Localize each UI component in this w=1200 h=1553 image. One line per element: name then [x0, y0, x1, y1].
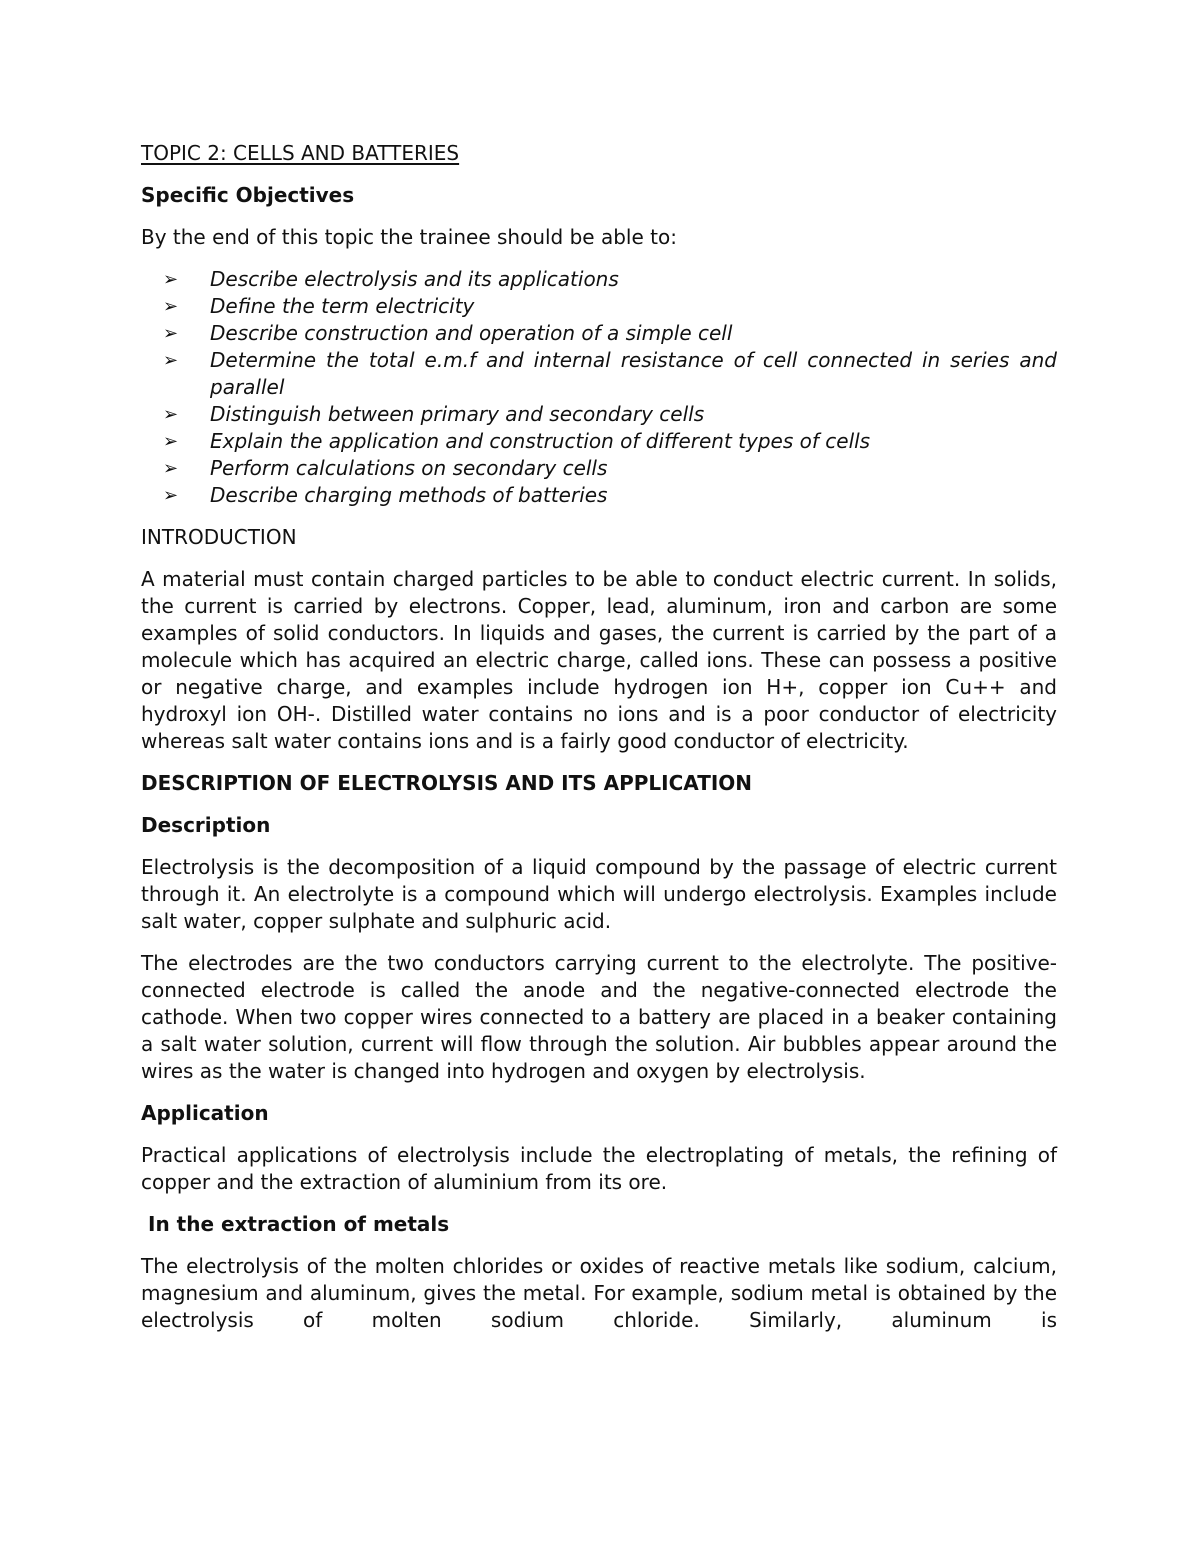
application-heading: Application: [141, 1101, 269, 1125]
list-item: [141, 293, 1057, 320]
arrow-bullet-icon: ➢: [163, 323, 179, 344]
list-item: [141, 482, 1057, 509]
arrow-bullet-icon: ➢: [163, 350, 179, 371]
arrow-bullet-icon: ➢: [163, 431, 179, 452]
arrow-bullet-icon: ➢: [163, 296, 179, 317]
list-item: [141, 428, 1057, 455]
description-heading: Description: [141, 813, 271, 837]
document-page: [141, 138, 1057, 1349]
list-item: [141, 401, 1057, 428]
arrow-bullet-icon: ➢: [163, 404, 179, 425]
introduction-paragraph: A material must contain charged particles to be able to conduct electric current. In solids, the current is carried by electrons. Copper, lead, aluminum, iron and carbon are some examples of solid conductors. In liquids and gases, the current is carried by the part of a molecule which has acquired an electric charge, called ions. These can possess a positive or negative charge, and examples include hydrogen ion H+, copper ion Cu++ and hydroxyl ion OH-. Distilled water contains no ions and is a poor conductor of electricity whereas salt water contains ions and is a fairly good conductor of electricity.: [141, 567, 1057, 753]
objectives-heading: Specific Objectives: [141, 183, 355, 207]
objectives-intro: By the end of this topic the trainee should be able to:: [141, 225, 677, 249]
objective-text: Describe charging methods of batteries: [210, 483, 608, 507]
extraction-paragraph: The electrolysis of the molten chlorides or oxides of reactive metals like sodium, calcium, magnesium and aluminum, gives the metal. For example, sodium metal is obtained by the electrolysis of molten sodium chloride. Similarly, aluminum is: [141, 1254, 1057, 1332]
list-item: [141, 347, 1057, 401]
page-title: TOPIC 2: CELLS AND BATTERIES: [141, 141, 460, 165]
objective-text: Explain the application and construction of different types of cells: [210, 429, 871, 453]
list-item: [141, 455, 1057, 482]
arrow-bullet-icon: ➢: [163, 458, 179, 479]
objective-text: Define the term electricity: [210, 294, 475, 318]
extraction-heading: In the extraction of metals: [148, 1212, 450, 1236]
arrow-bullet-icon: ➢: [163, 269, 179, 290]
objective-text: Perform calculations on secondary cells: [210, 456, 608, 480]
objective-text: Distinguish between primary and secondary cells: [210, 402, 705, 426]
objective-text: Determine the total e.m.f and internal resistance of cell connected in series and parallel: [210, 348, 1057, 399]
arrow-bullet-icon: ➢: [163, 485, 179, 506]
objectives-list: [141, 266, 1057, 509]
section-heading: DESCRIPTION OF ELECTROLYSIS AND ITS APPLICATION: [141, 771, 753, 795]
description-paragraph-1: Electrolysis is the decomposition of a liquid compound by the passage of electric current through it. An electrolyte is a compound which will undergo electrolysis. Examples include salt water, copper sulphate and sulphuric acid.: [141, 855, 1057, 933]
introduction-label: INTRODUCTION: [141, 525, 297, 549]
application-paragraph: Practical applications of electrolysis include the electroplating of metals, the refining of copper and the extraction of aluminium from its ore.: [141, 1143, 1057, 1194]
list-item: [141, 320, 1057, 347]
list-item: [141, 266, 1057, 293]
objective-text: Describe construction and operation of a simple cell: [210, 321, 733, 345]
objective-text: Describe electrolysis and its applications: [210, 267, 619, 291]
description-paragraph-2: The electrodes are the two conductors carrying current to the electrolyte. The positive-connected electrode is called the anode and the negative-connected electrode the cathode. When two copper wires connected to a battery are placed in a beaker containing a salt water solution, current will flow through the solution. Air bubbles appear around the wires as the water is changed into hydrogen and oxygen by electrolysis.: [141, 951, 1057, 1083]
